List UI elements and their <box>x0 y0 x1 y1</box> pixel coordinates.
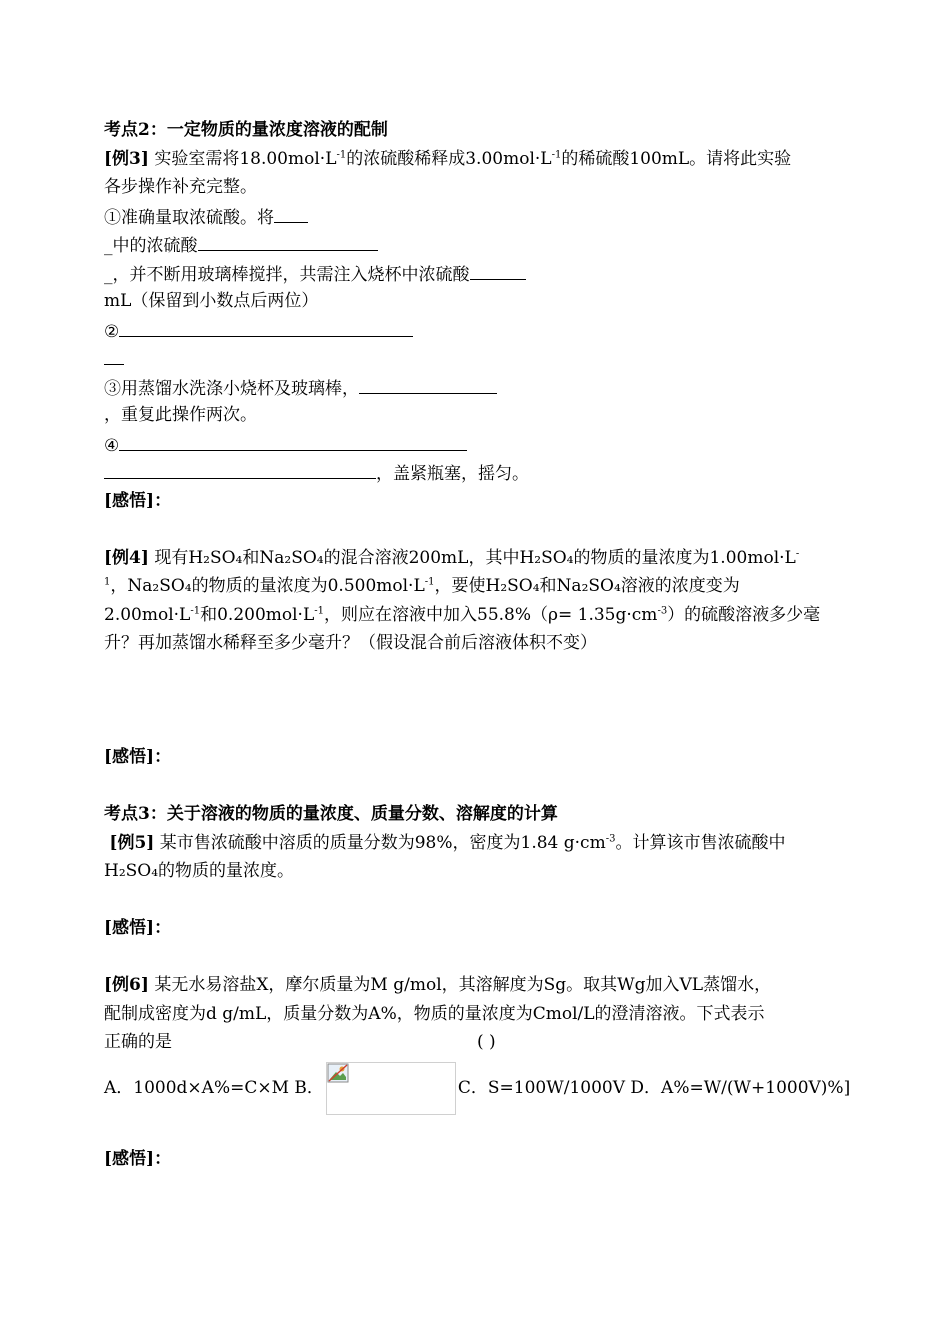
reflection-label: [感悟]： <box>104 918 172 938</box>
example-4-line-4: 升？再加蒸馏水稀释至多少毫升？（假设混合前后溶液体积不变） <box>104 633 597 653</box>
example-6-label: [例6] <box>104 975 149 995</box>
step-1: ①准确量取浓硫酸。将 <box>104 202 844 231</box>
answer-blank[interactable] <box>359 373 497 394</box>
step-2-b <box>104 344 844 373</box>
broken-image-icon <box>327 1063 349 1083</box>
answer-blank[interactable] <box>274 202 308 223</box>
answer-blank[interactable] <box>104 344 124 365</box>
example-5-line-2: H₂SO₄的物质的量浓度。 <box>104 861 295 881</box>
step-1-b: _中的浓硫酸 <box>104 230 844 259</box>
section-3-title: 考点3：关于溶液的物质的量浓度、质量分数、溶解度的计算 <box>104 804 558 824</box>
reflection-label: [感悟]： <box>104 1149 172 1169</box>
step-1-c: _，并不断用玻璃棒搅拌，共需注入烧杯中浓硫酸 <box>104 259 844 288</box>
example-3-label: [例3] <box>104 148 149 169</box>
broken-image-placeholder <box>326 1062 456 1115</box>
example-6-line-1: [例6] 某无水易溶盐X，摩尔质量为M g/mol，其溶解度为Sg。取其Wg加入VL蒸馏水， <box>104 975 772 995</box>
example-4-label: [例4] <box>104 547 149 568</box>
example-4-line-1: [例4] 现有H₂SO₄和Na₂SO₄的混合溶液200mL，其中H₂SO₄的物质的量浓度为1.00mol·L- <box>104 547 800 568</box>
answer-blank[interactable] <box>104 458 376 479</box>
answer-blank[interactable] <box>119 316 413 337</box>
step-4: ④ <box>104 430 844 459</box>
answer-bracket[interactable]: ( ) <box>477 1032 496 1052</box>
option-d[interactable]: D．A%=W/(W+1000V)%] <box>630 1077 851 1098</box>
document-body <box>104 116 851 1174</box>
reflection-label: [感悟]： <box>104 490 172 511</box>
step-1-d: mL（保留到小数点后两位） <box>104 291 319 311</box>
reflection-label: [感悟]： <box>104 747 172 767</box>
answer-blank[interactable] <box>119 430 467 451</box>
example-4-line-3: $2.00mol\cdot L^{-1}$和$0.200mol\cdot L^{-1}$，则应在溶液中加入$55.8\%(\rho= 1.35g\cdot cm^{-3})$的硫酸溶液多少毫 <box>104 604 821 625</box>
option-c[interactable]: C．S=100W/1000V <box>457 1077 625 1098</box>
answer-blank[interactable] <box>198 230 378 251</box>
example-6-options <box>104 1059 851 1117</box>
example-6-line-2: 配制成密度为d g/mL，质量分数为A%，物质的量浓度为Cmol/L的澄清溶液。下式表示 <box>104 1003 765 1024</box>
example-6-line-3: 正确的是 ( ) <box>104 1032 496 1052</box>
example-5-label: [例5] <box>109 832 155 853</box>
example-3-line-2: 各步操作补充完整。 <box>104 177 257 197</box>
step-3: ③用蒸馏水洗涤小烧杯及玻璃棒， <box>104 373 844 402</box>
step-2: ② <box>104 316 844 345</box>
example-5-line-1: [例5] 某市售浓硫酸中溶质的质量分数为98%，密度为1.84 $g\cdot cm^{-3}$。计算该市售浓硫酸中 <box>109 832 786 853</box>
step-3-b: ，重复此操作两次。 <box>104 405 257 425</box>
option-b[interactable]: B． <box>294 1077 324 1098</box>
step-4-b: ，盖紧瓶塞，摇匀。 <box>104 458 844 487</box>
example-4-line-2: $^1$，Na₂SO₄的物质的量浓度为$0.500mol\cdot L^{-1}$，要使H₂SO₄和Na₂SO₄溶液的浓度变为 <box>104 576 740 596</box>
option-a[interactable]: A．1000d×A%=C×M <box>104 1077 289 1098</box>
example-3-line-1: [例3] 实验室需将$18.00mol\cdot L^{-1}$的浓硫酸稀释成$3.00mol\cdot L^{-1}$的稀硫酸100mL。请将此实验 <box>104 148 792 169</box>
section-2-title: 考点2：一定物质的量浓度溶液的配制 <box>104 120 388 140</box>
answer-blank[interactable] <box>470 259 526 280</box>
